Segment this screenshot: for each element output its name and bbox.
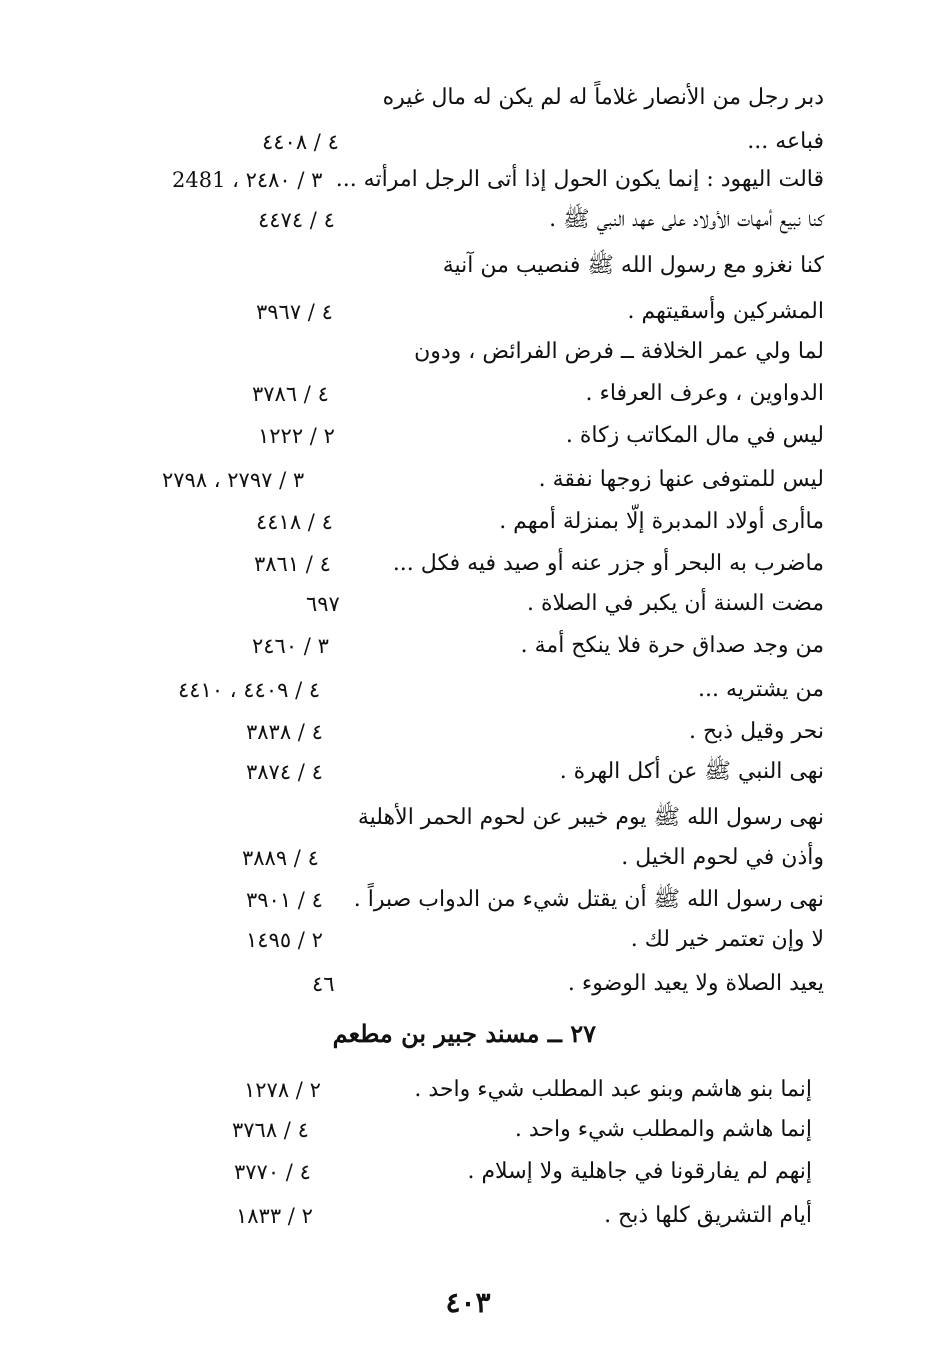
entry-text: فباعه ... bbox=[747, 129, 824, 154]
entry-reference: ٤ / ٤٤٧٤ bbox=[258, 208, 335, 232]
entry-text: لا وإن تعتمر خير لك . bbox=[630, 927, 824, 952]
list-item bbox=[0, 750, 936, 794]
entry-reference: ٤ / ٣٨٧٤ bbox=[246, 760, 323, 784]
list-item bbox=[0, 836, 936, 880]
list-item bbox=[0, 878, 936, 922]
list-item bbox=[0, 796, 936, 840]
list-item bbox=[0, 668, 936, 712]
entry-reference: ٤ / ٤٤٠٩ ، ٤٤١٠ bbox=[178, 678, 321, 702]
list-item bbox=[0, 542, 936, 586]
entry-reference: ٤ / ٤٤٠٨ bbox=[262, 130, 339, 154]
page-number: ٤٠٣ bbox=[445, 1286, 491, 1319]
entry-text: يعيد الصلاة ولا يعيد الوضوء . bbox=[567, 971, 824, 996]
entry-reference: ٤ / ٣٩٠١ bbox=[246, 888, 323, 912]
entry-text: نحر وقيل ذبح . bbox=[689, 719, 824, 744]
list-item bbox=[0, 372, 936, 416]
entry-text: قالت اليهود : إنما يكون الحول إذا أتى الرجل امرأته ... bbox=[335, 167, 824, 192]
entry-text: الدواوين ، وعرف العرفاء . bbox=[585, 381, 824, 406]
entry-reference: ٢ / ١٢٧٨ bbox=[244, 1078, 321, 1102]
list-item bbox=[0, 158, 936, 202]
list-item bbox=[0, 500, 936, 544]
entry-text: إنما بنو هاشم وبنو عبد المطلب شيء واحد . bbox=[414, 1077, 812, 1102]
list-item bbox=[0, 1194, 936, 1238]
entry-text: من يشتريه ... bbox=[698, 677, 824, 702]
list-item bbox=[0, 458, 936, 502]
section-heading: ٢٧ ــ مسند جبير بن مطعم bbox=[332, 1019, 596, 1048]
list-item bbox=[0, 1108, 936, 1152]
entry-reference: ٤ / ٣٧٧٠ bbox=[234, 1160, 311, 1184]
entry-reference: ٤ / ٣٧٦٨ bbox=[232, 1118, 309, 1142]
entry-text: مضت السنة أن يكبر في الصلاة . bbox=[526, 591, 824, 616]
list-item bbox=[0, 624, 936, 668]
entry-text: وأذن في لحوم الخيل . bbox=[621, 845, 824, 870]
entry-text: المشركين وأسقيتهم . bbox=[627, 299, 824, 324]
entry-text: من وجد صداق حرة فلا ينكح أمة . bbox=[520, 633, 824, 658]
list-item bbox=[0, 330, 936, 374]
entry-text: كنا نغزو مع رسول الله ﷺ فنصيب من آنية bbox=[442, 253, 824, 278]
list-item bbox=[0, 1150, 936, 1194]
list-item bbox=[0, 1068, 936, 1112]
list-item bbox=[0, 710, 936, 754]
entry-text: كنا نبيع أمهات الأولاد على عهد النبي ﷺ . bbox=[549, 207, 824, 232]
entry-reference: ٣ / ٢٤٦٠ bbox=[252, 634, 329, 658]
list-item bbox=[0, 198, 936, 242]
entry-text: دبر رجل من الأنصار غلاماً له لم يكن له مال غيره bbox=[382, 85, 824, 110]
list-item bbox=[0, 244, 936, 288]
entry-text: ماضرب به البحر أو جزر عنه أو صيد فيه فكل ... bbox=[392, 551, 824, 576]
entry-text: أيام التشريق كلها ذبح . bbox=[604, 1203, 812, 1228]
entry-reference: ٤ / ٣٨٣٨ bbox=[246, 720, 323, 744]
list-item bbox=[0, 582, 936, 626]
entry-reference: ٣ / ٢٤٨٠ ، 2481 bbox=[172, 168, 323, 192]
list-item bbox=[0, 962, 936, 1006]
list-item bbox=[0, 290, 936, 334]
entry-reference: ٤٦ bbox=[312, 972, 335, 996]
entry-reference: ٢ / ١٨٣٣ bbox=[236, 1204, 313, 1228]
entry-text: نهى رسول الله ﷺ يوم خيبر عن لحوم الحمر الأهلية bbox=[357, 805, 824, 830]
entry-reference: ٤ / ٣٨٨٩ bbox=[242, 846, 319, 870]
list-item bbox=[0, 414, 936, 458]
entry-text: نهى رسول الله ﷺ أن يقتل شيء من الدواب صبراً . bbox=[353, 887, 824, 912]
list-item bbox=[0, 76, 936, 120]
entry-text: ليس للمتوفى عنها زوجها نفقة . bbox=[538, 467, 824, 492]
entry-text: ليس في مال المكاتب زكاة . bbox=[565, 423, 824, 448]
entry-reference: ٦٩٧ bbox=[306, 592, 340, 616]
entry-text: إنما هاشم والمطلب شيء واحد . bbox=[514, 1117, 812, 1142]
entry-reference: ٢ / ١٢٢٢ bbox=[258, 424, 335, 448]
entry-text: لما ولي عمر الخلافة ــ فرض الفرائض ، ودون bbox=[414, 339, 824, 364]
list-item bbox=[0, 918, 936, 962]
entry-reference: ٢ / ١٤٩٥ bbox=[246, 928, 323, 952]
entry-reference: ٣ / ٢٧٩٧ ، ٢٧٩٨ bbox=[162, 468, 305, 492]
entry-reference: ٤ / ٣٧٨٦ bbox=[252, 382, 329, 406]
entry-reference: ٤ / ٣٨٦١ bbox=[254, 552, 331, 576]
entry-text: إنهم لم يفارقونا في جاهلية ولا إسلام . bbox=[467, 1159, 812, 1184]
entry-text: ماأرى أولاد المدبرة إلّا بمنزلة أمهم . bbox=[499, 509, 824, 534]
entry-reference: ٤ / ٣٩٦٧ bbox=[256, 300, 333, 324]
entry-text: نهى النبي ﷺ عن أكل الهرة . bbox=[559, 759, 824, 784]
entry-reference: ٤ / ٤٤١٨ bbox=[256, 510, 333, 534]
